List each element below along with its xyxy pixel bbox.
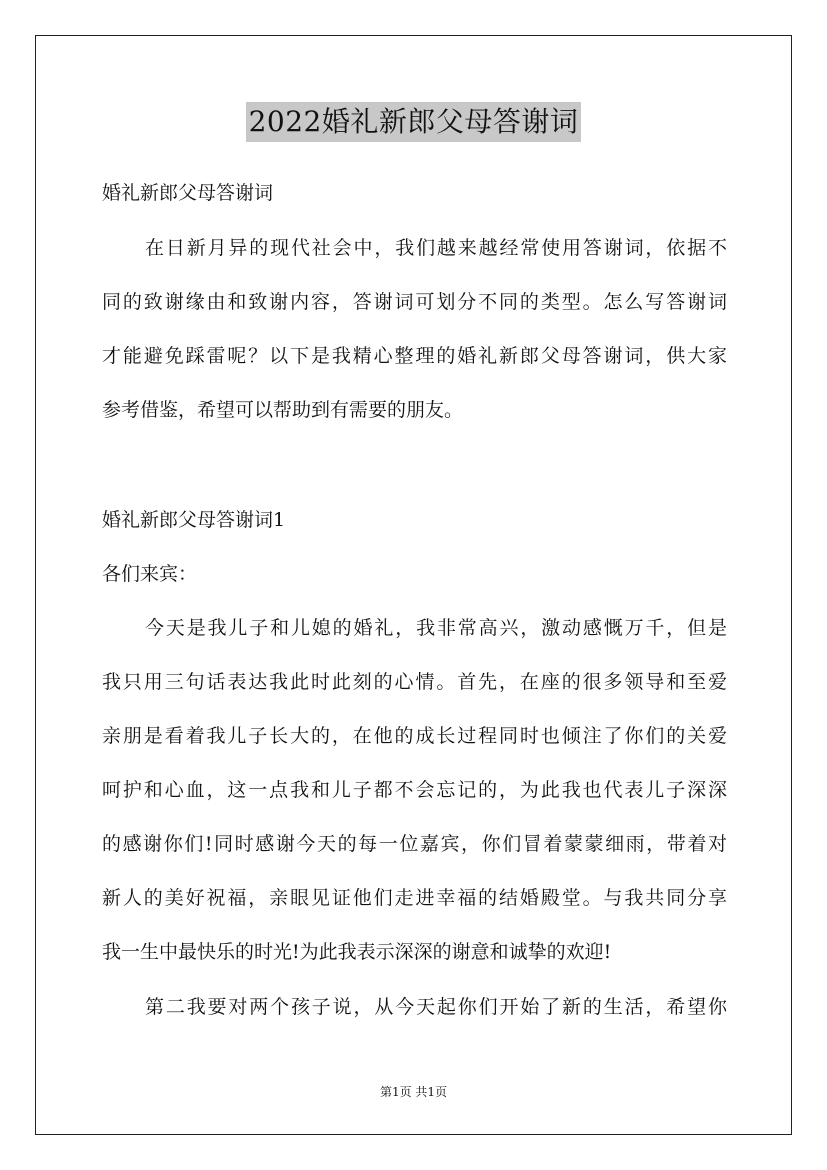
- para2-line-1: 第二我要对两个孩子说，从今天起你们开始了新的生活，希望你: [145, 996, 727, 1018]
- section-heading: 婚礼新郎父母答谢词1: [102, 509, 286, 531]
- para1-line-2: 我只用三句话表达我此时此刻的心情。首先，在座的很多领导和至爱: [102, 671, 727, 693]
- intro-line-2: 同的致谢缘由和致谢内容，答谢词可划分不同的类型。怎么写答谢词: [102, 291, 727, 313]
- intro-line-3: 才能避免踩雷呢？以下是我精心整理的婚礼新郎父母答谢词，供大家: [102, 345, 727, 367]
- document-title: 2022婚礼新郎父母答谢词: [246, 102, 582, 142]
- page-footer: 第1页 共1页: [379, 1085, 448, 1099]
- intro-line-4: 参考借鉴，希望可以帮助到有需要的朋友。: [102, 399, 464, 421]
- intro-line-1: 在日新月异的现代社会中，我们越来越经常使用答谢词，依据不: [145, 237, 727, 259]
- para1-line-4: 呵护和心血，这一点我和儿子都不会忘记的，为此我也代表儿子深深: [102, 779, 727, 801]
- subtitle: 婚礼新郎父母答谢词: [102, 182, 274, 204]
- salutation: 各们来宾：: [102, 563, 198, 585]
- para1-line-3: 亲朋是看着我儿子长大的，在他的成长过程同时也倾注了你们的关爱: [102, 725, 727, 747]
- para1-line-7: 我一生中最快乐的时光!为此我表示深深的谢意和诚挚的欢迎!: [102, 941, 612, 963]
- para1-line-6: 新人的美好祝福，亲眼见证他们走进幸福的结婚殿堂。与我共同分享: [102, 887, 727, 909]
- para1-line-5: 的感谢你们!同时感谢今天的每一位嘉宾，你们冒着蒙蒙细雨，带着对: [102, 833, 727, 855]
- para1-line-1: 今天是我儿子和儿媳的婚礼，我非常高兴，激动感慨万千，但是: [145, 617, 727, 639]
- title-container: [0, 102, 827, 142]
